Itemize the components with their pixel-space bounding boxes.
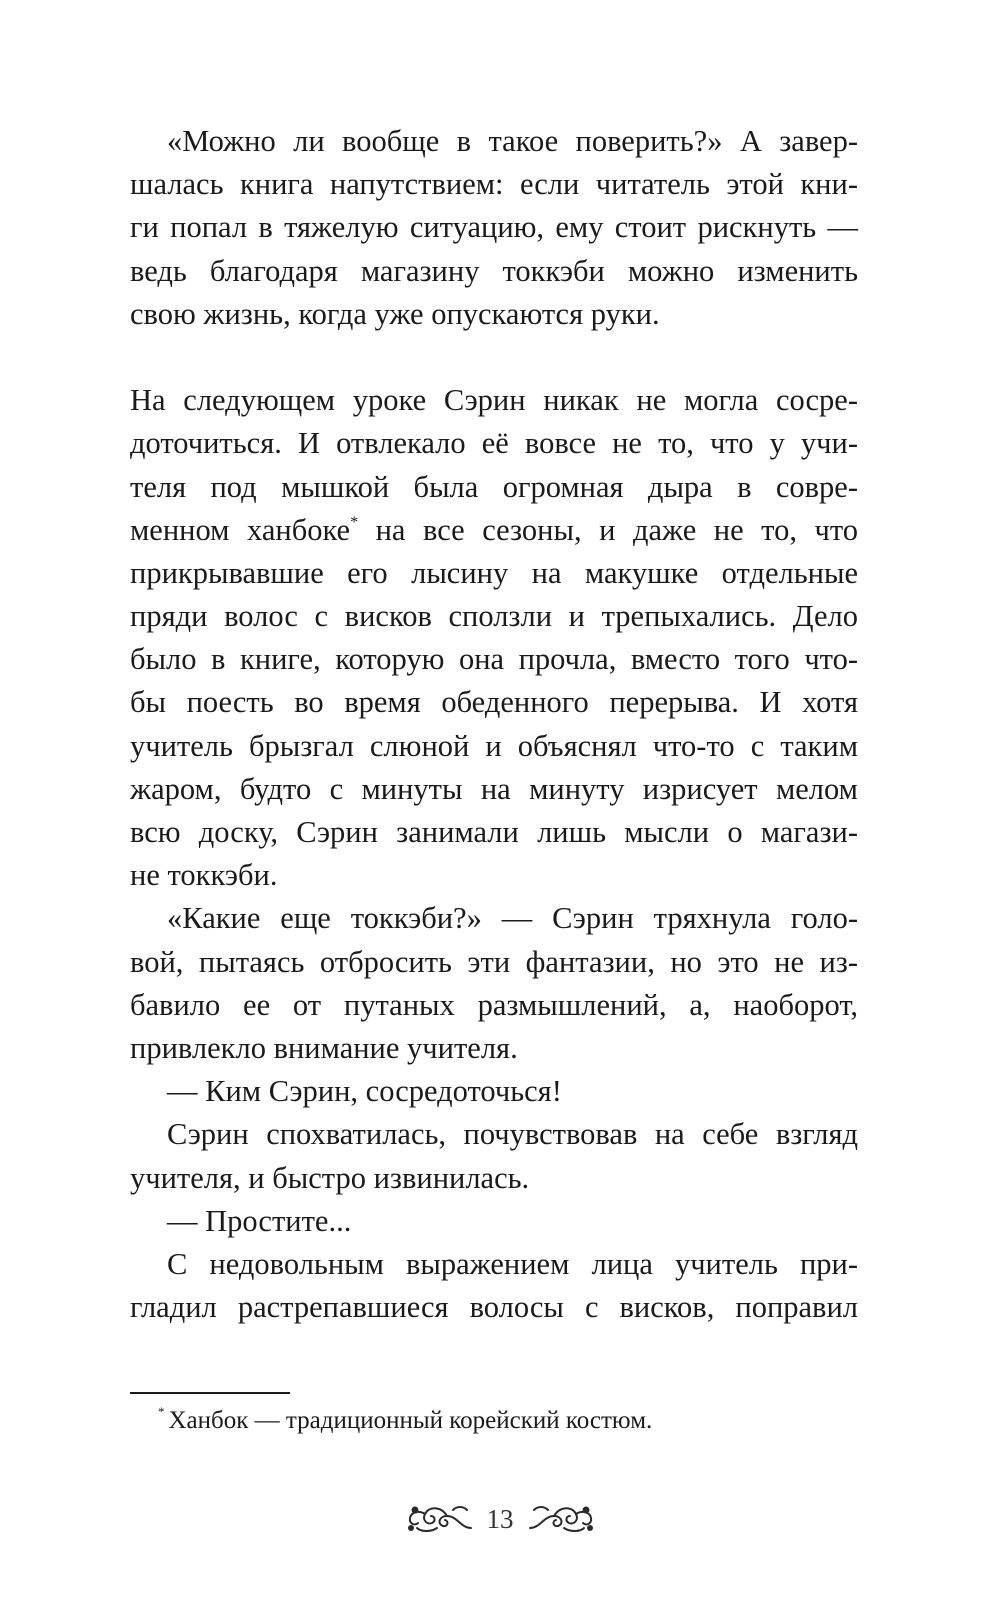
text-line: привлекло внимание учителя. [130, 1030, 518, 1065]
text-line: ги попал в тяжелую ситуацию, ему стоит рискнуть — [130, 210, 858, 245]
footnote-marker[interactable]: * [350, 513, 359, 531]
text-line: теля под мышкой была огромная дыра в совре- [130, 469, 858, 504]
text-line: жаром, будто с минуты на минуту изрисует мелом [130, 771, 858, 806]
text-line: — Ким Сэрин, сосредоточься! [167, 1074, 562, 1109]
text-line: ведь благодаря магазину токкэби можно изменить [130, 253, 858, 288]
text-line: Сэрин спохватилась, почувствовав на себе взгляд [167, 1117, 858, 1152]
text-line: С недовольным выражением лица учитель при- [167, 1246, 858, 1281]
paragraph [130, 897, 858, 1070]
text-line: доточиться. И отвлекало её вовсе не то, что у учи- [130, 426, 858, 461]
text-line: не токкэби. [130, 858, 278, 893]
scroll-ornament-icon [407, 1498, 473, 1538]
page-body [130, 120, 858, 1329]
footnote-marker: * [158, 1403, 165, 1419]
text-fragment: на все сезоны, и даже не то, что [375, 512, 859, 547]
text-line: вой, пытаясь отбросить эти фантазии, но это не из- [130, 944, 858, 979]
text-line: было в книге, которую она прочла, вместо того что- [130, 642, 858, 677]
paragraph [130, 120, 858, 336]
text-line: всю доску, Сэрин занимали лишь мысли о магази- [130, 815, 858, 849]
paragraph [130, 1243, 858, 1329]
text-line: гладил растрепавшиеся волосы с висков, поправил [130, 1290, 858, 1325]
footnote-divider [130, 1392, 290, 1394]
text-line: «Можно ли вообще в такое поверить?» А завер- [167, 124, 858, 158]
text-line: бы поесть во время обеденного перерыва. И хотя [130, 685, 858, 720]
text-line: шалась книга напутствием: если читатель этой кни- [130, 167, 858, 202]
paragraph [130, 1113, 858, 1199]
scroll-ornament-icon [528, 1498, 594, 1538]
text-line: учителя, и быстро извинилась. [130, 1160, 530, 1195]
footnote-text: Ханбок — традиционный корейский костюм. [168, 1407, 653, 1434]
page-footer [0, 1493, 1000, 1543]
dialogue-line [130, 1200, 858, 1243]
text-line: прикрывавшие его лысину на макушке отдельные [130, 555, 858, 590]
text-line: На следующем уроке Сэрин никак не могла сосре- [130, 383, 858, 418]
text-line: — Простите... [167, 1203, 352, 1238]
text-line: бавило ее от путаных размышлений, а, наоборот, [130, 987, 858, 1022]
text-fragment: менном ханбоке [130, 512, 351, 547]
text-line: учитель брызгал слюной и объяснял что-то с таким [130, 728, 858, 763]
paragraph [130, 379, 858, 897]
section-break [130, 336, 858, 379]
dialogue-line [130, 1070, 858, 1113]
text-line [130, 509, 858, 552]
page-number: 13 [486, 1504, 514, 1534]
text-line: свою жизнь, когда уже опускаются руки. [130, 296, 660, 331]
footnote [158, 1404, 652, 1438]
text-line: «Какие еще токкэби?» — Сэрин тряхнула голо- [167, 901, 858, 936]
text-line: пряди волос с висков сползли и трепыхались. Дело [130, 599, 858, 634]
